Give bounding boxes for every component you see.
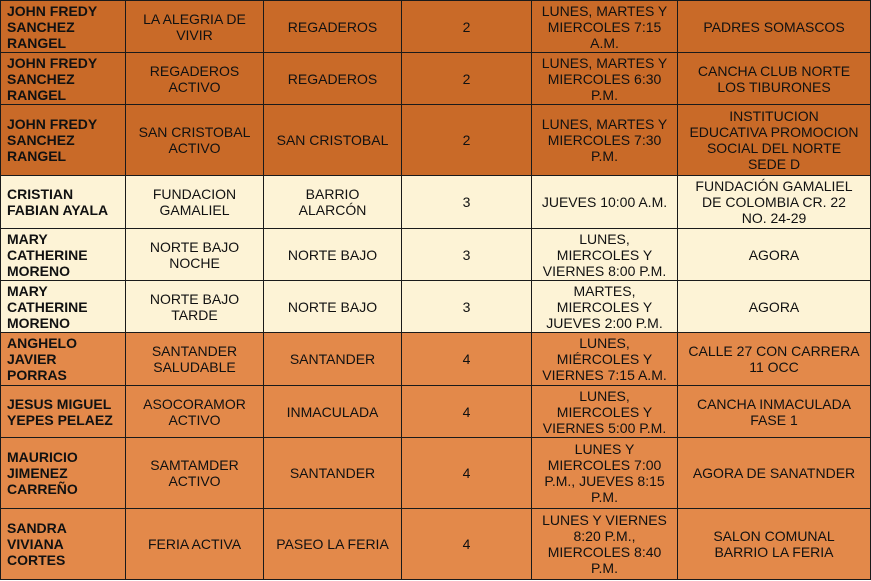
schedule-cell: LUNES Y VIERNES 8:20 P.M., MIERCOLES 8:40 P.M. xyxy=(532,509,678,580)
instructor-cell: JOHN FREDY SANCHEZ RANGEL xyxy=(1,1,126,53)
table-row xyxy=(1,229,871,281)
table-row xyxy=(1,105,871,176)
instructor-cell: MAURICIO JIMENEZ CARREÑO xyxy=(1,438,126,509)
place-cell: AGORA xyxy=(678,229,871,281)
instructor-cell: SANDRA VIVIANA CORTES xyxy=(1,509,126,580)
schedule-cell: LUNES, MARTES Y MIERCOLES 7:15 A.M. xyxy=(532,1,678,53)
comuna-cell: 3 xyxy=(402,281,532,333)
place-cell: AGORA DE SANATNDER xyxy=(678,438,871,509)
barrio-cell: REGADEROS xyxy=(264,1,402,53)
place-cell: AGORA xyxy=(678,281,871,333)
barrio-cell: REGADEROS xyxy=(264,53,402,105)
group-cell: REGADEROS ACTIVO xyxy=(126,53,264,105)
comuna-cell: 3 xyxy=(402,229,532,281)
group-cell: FERIA ACTIVA xyxy=(126,509,264,580)
comuna-cell: 2 xyxy=(402,105,532,176)
place-cell: CANCHA INMACULADA FASE 1 xyxy=(678,386,871,438)
table-row xyxy=(1,386,871,438)
comuna-cell: 4 xyxy=(402,386,532,438)
group-cell: LA ALEGRIA DE VIVIR xyxy=(126,1,264,53)
barrio-cell: BARRIO ALARCÓN xyxy=(264,176,402,229)
place-cell: PADRES SOMASCOS xyxy=(678,1,871,53)
table-row xyxy=(1,1,871,53)
place-cell: SALON COMUNAL BARRIO LA FERIA xyxy=(678,509,871,580)
table-row xyxy=(1,53,871,105)
instructor-cell: JOHN FREDY SANCHEZ RANGEL xyxy=(1,53,126,105)
barrio-cell: NORTE BAJO xyxy=(264,229,402,281)
schedule-cell: LUNES, MIERCOLES Y VIERNES 5:00 P.M. xyxy=(532,386,678,438)
barrio-cell: SAN CRISTOBAL xyxy=(264,105,402,176)
schedule-cell: LUNES Y MIERCOLES 7:00 P.M., JUEVES 8:15 P.M. xyxy=(532,438,678,509)
place-cell: CANCHA CLUB NORTE LOS TIBURONES xyxy=(678,53,871,105)
comuna-cell: 2 xyxy=(402,1,532,53)
table-row xyxy=(1,281,871,333)
barrio-cell: INMACULADA xyxy=(264,386,402,438)
instructor-cell: MARY CATHERINE MORENO xyxy=(1,281,126,333)
place-cell: CALLE 27 CON CARRERA 11 OCC xyxy=(678,333,871,386)
table-row xyxy=(1,333,871,386)
schedule-cell: LUNES, MARTES Y MIERCOLES 7:30 P.M. xyxy=(532,105,678,176)
barrio-cell: PASEO LA FERIA xyxy=(264,509,402,580)
barrio-cell: SANTANDER xyxy=(264,438,402,509)
comuna-cell: 4 xyxy=(402,438,532,509)
schedule-cell: LUNES, MIERCOLES Y VIERNES 8:00 P.M. xyxy=(532,229,678,281)
schedule-cell: MARTES, MIERCOLES Y JUEVES 2:00 P.M. xyxy=(532,281,678,333)
instructor-cell: JESUS MIGUEL YEPES PELAEZ xyxy=(1,386,126,438)
group-cell: SAMTAMDER ACTIVO xyxy=(126,438,264,509)
instructor-cell: CRISTIAN FABIAN AYALA xyxy=(1,176,126,229)
comuna-cell: 3 xyxy=(402,176,532,229)
group-cell: SAN CRISTOBAL ACTIVO xyxy=(126,105,264,176)
group-cell: ASOCORAMOR ACTIVO xyxy=(126,386,264,438)
table-row xyxy=(1,438,871,509)
place-cell: FUNDACIÓN GAMALIEL DE COLOMBIA CR. 22 NO. 24-29 xyxy=(678,176,871,229)
group-cell: NORTE BAJO TARDE xyxy=(126,281,264,333)
group-cell: FUNDACION GAMALIEL xyxy=(126,176,264,229)
group-cell: NORTE BAJO NOCHE xyxy=(126,229,264,281)
schedule-cell: LUNES, MARTES Y MIERCOLES 6:30 P.M. xyxy=(532,53,678,105)
schedule-cell: LUNES, MIÉRCOLES Y VIERNES 7:15 A.M. xyxy=(532,333,678,386)
schedule-body xyxy=(1,1,871,580)
table-row xyxy=(1,509,871,580)
place-cell: INSTITUCION EDUCATIVA PROMOCION SOCIAL DEL NORTE SEDE D xyxy=(678,105,871,176)
group-cell: SANTANDER SALUDABLE xyxy=(126,333,264,386)
instructor-cell: JOHN FREDY SANCHEZ RANGEL xyxy=(1,105,126,176)
barrio-cell: SANTANDER xyxy=(264,333,402,386)
instructor-cell: ANGHELO JAVIER PORRAS xyxy=(1,333,126,386)
barrio-cell: NORTE BAJO xyxy=(264,281,402,333)
comuna-cell: 4 xyxy=(402,509,532,580)
schedule-cell: JUEVES 10:00 A.M. xyxy=(532,176,678,229)
instructor-cell: MARY CATHERINE MORENO xyxy=(1,229,126,281)
comuna-cell: 4 xyxy=(402,333,532,386)
comuna-cell: 2 xyxy=(402,53,532,105)
table-row xyxy=(1,176,871,229)
